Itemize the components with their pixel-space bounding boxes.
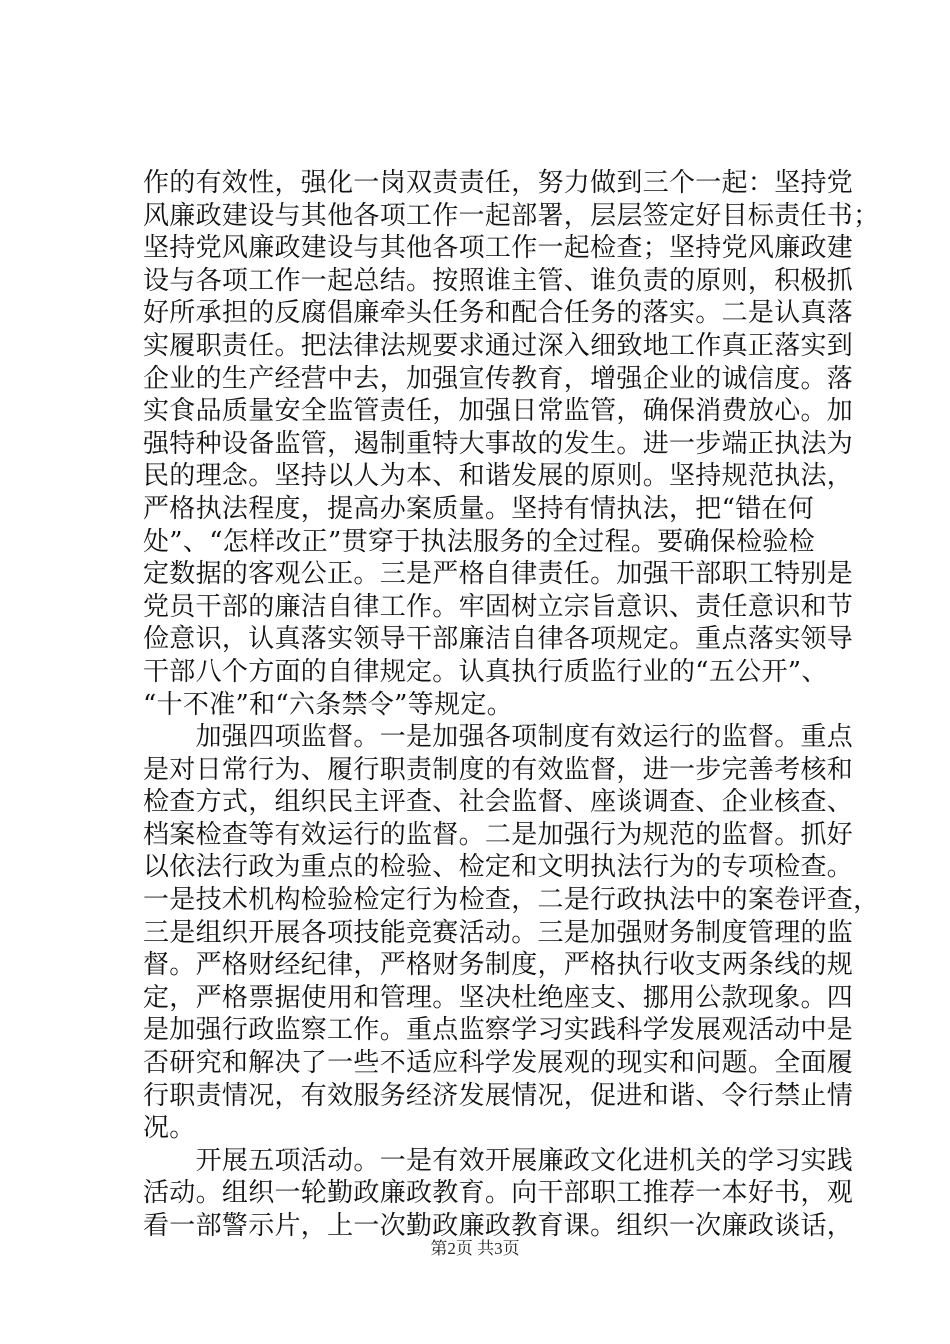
text-line: 民的理念。坚持以人为本、和谐发展的原则。坚持规范执法， <box>143 461 854 492</box>
text-line: 处”、“怎样改正”贯穿于执法服务的全过程。要确保检验检 <box>143 526 815 557</box>
text-line: 检查方式，组织民主评查、社会监督、座谈调查、企业核查、 <box>143 787 854 818</box>
text-line: 否研究和解决了一些不适应科学发展观的现实和问题。全面履 <box>143 1048 854 1079</box>
text-line: 党员干部的廉洁自律工作。牢固树立宗旨意识、责任意识和节 <box>143 591 854 622</box>
text-line: 一是技术机构检验检定行为检查，二是行政执法中的案卷评查， <box>143 885 880 916</box>
text-line: 档案检查等有效运行的监督。二是加强行为规范的监督。抓好 <box>143 819 854 850</box>
paragraph-start-line: 开展五项活动。一是有效开展廉政文化进机关的学习实践 <box>143 1145 854 1176</box>
text-line: 定数据的客观公正。三是严格自律责任。加强干部职工特别是 <box>143 559 854 590</box>
text-line: 作的有效性，强化一岗双责责任，努力做到三个一起：坚持党 <box>143 168 854 198</box>
paragraph-start-line: 加强四项监督。一是加强各项制度有效运行的监督。重点 <box>143 722 854 753</box>
text-line: 坚持党风廉政建设与其他各项工作一起检查；坚持党风廉政建 <box>143 233 854 264</box>
text-line: 强特种设备监管，遏制重特大事故的发生。进一步端正执法为 <box>143 428 854 459</box>
text-line: 俭意识，认真落实领导干部廉洁自律各项规定。重点落实领导 <box>143 624 854 655</box>
text-line: 干部八个方面的自律规定。认真执行质监行业的“五公开”、 <box>143 656 828 687</box>
text-line: 企业的生产经营中去，加强宣传教育，增强企业的诚信度。落 <box>143 363 854 394</box>
text-line: 实履职责任。把法律法规要求通过深入细致地工作真正落实到 <box>143 330 854 361</box>
text-line: 行职责情况，有效服务经济发展情况，促进和谐、令行禁止情 <box>143 1080 854 1111</box>
text-line: 设与各项工作一起总结。按照谁主管、谁负责的原则，积极抓 <box>143 265 854 296</box>
text-line: 实食品质量安全监管责任，加强日常监管，确保消费放心。加 <box>143 396 854 427</box>
text-line: 好所承担的反腐倡廉牵头任务和配合任务的落实。二是认真落 <box>143 298 854 329</box>
page-footer: 第2页 共3页 <box>430 1239 520 1258</box>
text-line: “十不准”和“六条禁令”等规定。 <box>143 689 513 720</box>
text-line: 是加强行政监察工作。重点监察学习实践科学发展观活动中是 <box>143 1015 854 1046</box>
body-text <box>143 167 880 1243</box>
text-line: 是对日常行为、履行职责制度的有效监督，进一步完善考核和 <box>143 754 854 785</box>
text-line: 看一部警示片，上一次勤政廉政教育课。组织一次廉政谈话， <box>143 1211 854 1241</box>
text-line: 严格执法程度，提高办案质量。坚持有情执法，把“错在何 <box>143 493 815 524</box>
text-line: 活动。组织一轮勤政廉政教育。向干部职工推荐一本好书，观 <box>143 1178 854 1209</box>
text-line: 三是组织开展各项技能竞赛活动。三是加强财务制度管理的监 <box>143 917 854 948</box>
text-line: 风廉政建设与其他各项工作一起部署，层层签定好目标责任书； <box>143 200 880 231</box>
text-line: 况。 <box>143 1113 196 1144</box>
text-line: 定，严格票据使用和管理。坚决杜绝座支、挪用公款现象。四 <box>143 982 854 1013</box>
text-line: 督。严格财经纪律，严格财务制度，严格执行收支两条线的规 <box>143 950 854 981</box>
text-line: 以依法行政为重点的检验、检定和文明执法行为的专项检查。 <box>143 852 854 883</box>
